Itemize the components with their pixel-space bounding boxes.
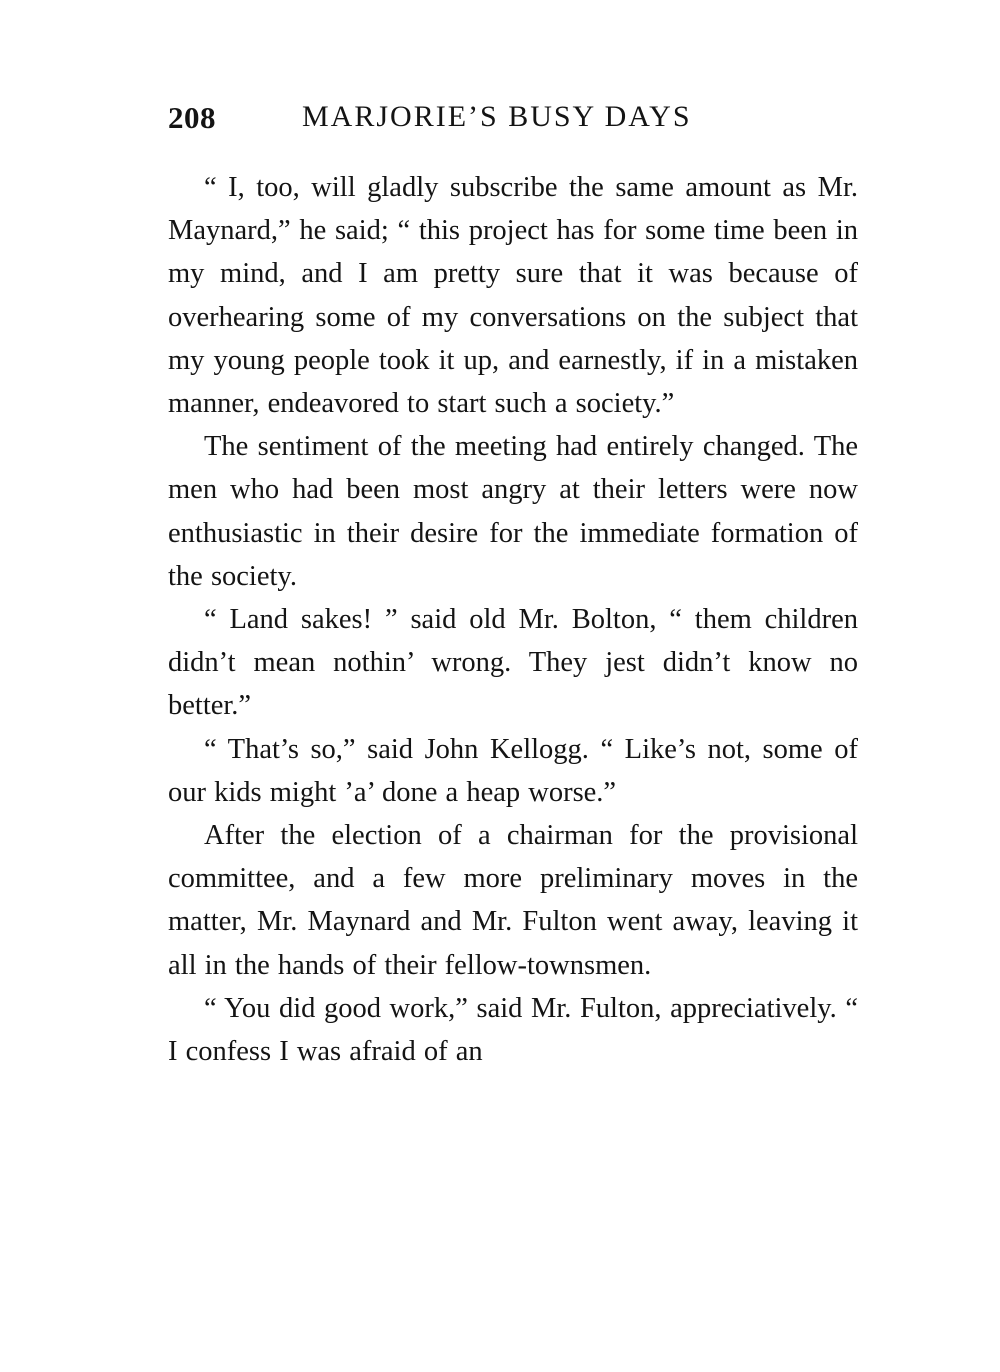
paragraph: “ That’s so,” said John Kellogg. “ Like’s not, some of our kids might ’a’ done a heap worse.” [168,733,858,808]
paragraph: “ Land sakes! ” said old Mr. Bolton, “ them children didn’t mean nothin’ wrong. They jest didn’t know no better.” [168,604,858,722]
running-head [168,100,730,144]
book-title: MARJORIE’S BUSY DAYS [302,100,692,133]
paragraph: “ I, too, will gladly subscribe the same amount as Mr. Maynard,” he said; “ this project has for some time been in my mind, and I am pretty sure that it was because of overhearing some of my conversations on the subject that my young people took it up, and earnestly, if in a mistaken manner, endeavored to start such a society.” [168,172,858,420]
paragraph: “ You did good work,” said Mr. Fulton, appreciatively. “ I confess I was afraid of an [168,992,858,1068]
paragraph: After the election of a chairman for the provisional committee, and a few more preliminary moves in the matter, Mr. Maynard and Mr. Fulton went away, leaving it all in the hands of their fellow-townsmen. [168,820,858,981]
paragraph: The sentiment of the meeting had entirely changed. The men who had been most angry at their letters were now enthusiastic in their desire for the immediate formation of the society. [168,431,858,592]
body-text [168,166,858,1073]
page-number: 208 [168,100,216,135]
